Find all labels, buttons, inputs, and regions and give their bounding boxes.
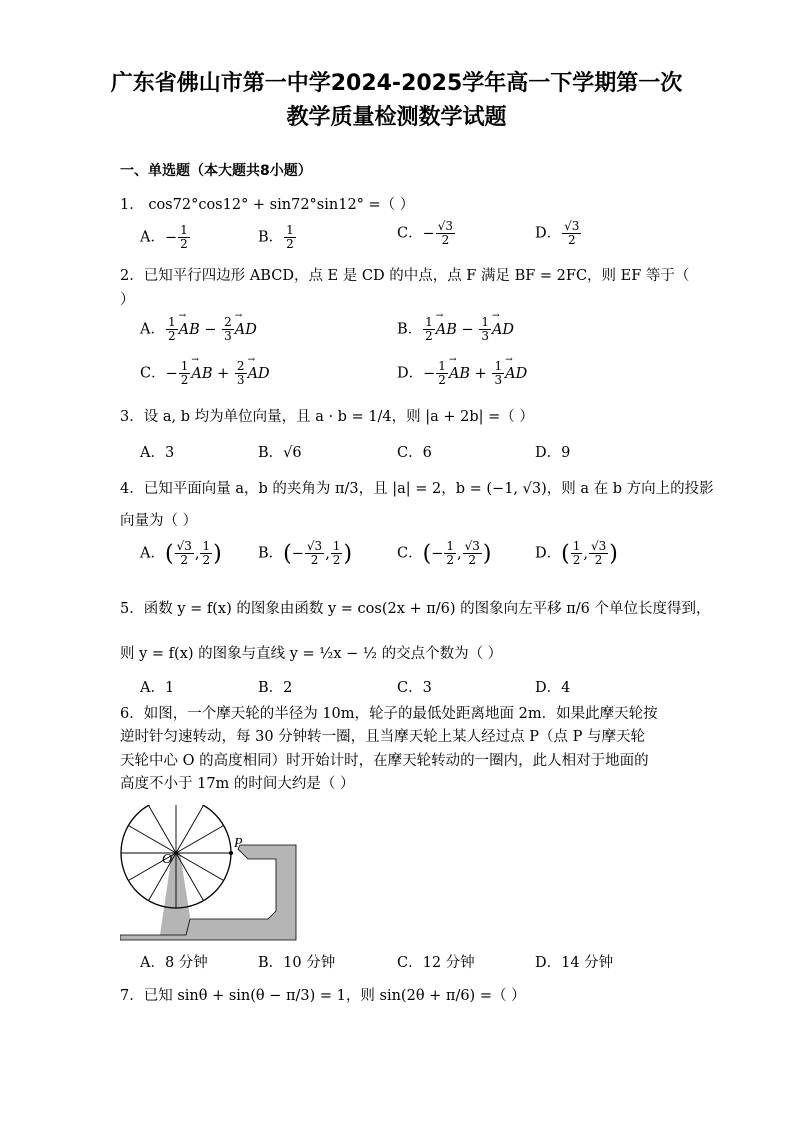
q6-option-b[interactable]: B．10 分钟	[258, 955, 336, 971]
q6-option-c[interactable]: C．12 分钟	[397, 955, 475, 971]
q5-option-c[interactable]: C．3	[397, 680, 432, 696]
q4-option-b[interactable]: B．(− $\frac{√3}{2}$ , $\frac{1}{2}$ )	[258, 539, 353, 567]
q3-option-b[interactable]: B．√6	[258, 445, 302, 461]
question-6-line-4: 高度不小于 17m 的时间大约是（ ）	[120, 776, 355, 792]
title-line-2: 教学质量检测数学试题	[286, 105, 507, 130]
q2-option-c[interactable]: C．− $\frac{1}{2}$ → AB + $\frac{2}{3}$ → AD	[140, 360, 270, 387]
question-4-stem-2: 向量为（ ）	[120, 513, 198, 529]
q2-option-b[interactable]: B． $\frac{1}{2}$ → AB − $\frac{1}{3}$ → AD	[397, 316, 514, 343]
q1-option-c[interactable]: C．− $\frac{√3}{2}$	[397, 219, 454, 247]
question-2-stem: 2．已知平行四边形 ABCD，点 E 是 CD 的中点，点 F 满足 BF = 2FC，则 EF 等于（	[120, 268, 690, 284]
q4-option-a[interactable]: A．( $\frac{√3}{2}$ , $\frac{1}{2}$ )	[140, 539, 222, 567]
section-heading: 一、单选题（本大题共8小题）	[120, 163, 312, 179]
question-2-stem-end: ）	[120, 292, 135, 308]
title-line-1: 广东省佛山市第一中学2024-2025学年高一下学期第一次	[110, 71, 683, 96]
ferris-wheel-figure	[120, 805, 300, 945]
q5-option-b[interactable]: B．2	[258, 680, 293, 696]
q5-option-d[interactable]: D．4	[535, 680, 571, 696]
question-3-stem: 3．设 a, b 均为单位向量，且 a · b = 1/4，则 |a + 2b| =（ ）	[120, 409, 534, 425]
q2-option-a[interactable]: A． $\frac{1}{2}$ → AB − $\frac{2}{3}$ → AD	[140, 316, 257, 343]
question-5-stem-1: 5．函数 y = f(x) 的图象由函数 y = cos(2x + π/6) 的图象向左平移 π/6 个单位长度得到，	[120, 601, 711, 617]
q1-option-d[interactable]: D． $\frac{√3}{2}$	[535, 219, 580, 247]
q6-option-a[interactable]: A．8 分钟	[140, 955, 208, 971]
q2-option-d[interactable]: D．− $\frac{1}{2}$ → AB + $\frac{1}{3}$ → AD	[397, 360, 527, 387]
label-p: P	[234, 836, 243, 851]
question-6-line-3: 天轮中心 O 的高度相同）时开始计时，在摩天轮转动的一圈内，此人相对于地面的	[120, 753, 649, 769]
q6-option-d[interactable]: D．14 分钟	[535, 955, 614, 971]
question-4-stem-1: 4．已知平面向量 a，b 的夹角为 π/3，且 |a| = 2，b = (−1, √3)，则 a 在 b 方向上的投影	[120, 481, 714, 497]
label-o: O	[162, 852, 173, 867]
q3-option-a[interactable]: A．3	[140, 445, 175, 461]
question-7-stem: 7．已知 sinθ + sin(θ − π/3) = 1，则 sin(2θ + π/6) =（ ）	[120, 988, 526, 1004]
platform	[120, 845, 296, 940]
question-6-line-2: 逆时针匀速转动，每 30 分钟转一圈，且当摩天轮上某人经过点 P（点 P 与摩天轮	[120, 729, 646, 745]
q4-option-d[interactable]: D．( $\frac{1}{2}$ , $\frac{√3}{2}$ )	[535, 539, 618, 567]
q3-option-c[interactable]: C．6	[397, 445, 432, 461]
question-6-line-1: 6．如图，一个摩天轮的半径为 10m，轮子的最低处距离地面 2m．如果此摩天轮按	[120, 706, 658, 722]
q1-option-b[interactable]: B． $\frac{1}{2}$	[258, 223, 294, 251]
q4-option-c[interactable]: C．(− $\frac{1}{2}$ , $\frac{√3}{2}$ )	[397, 539, 492, 567]
q3-option-d[interactable]: D．9	[535, 445, 571, 461]
question-5-stem-2: 则 y = f(x) 的图象与直线 y = ½x − ½ 的交点个数为（ ）	[120, 646, 503, 662]
point-p	[229, 851, 233, 855]
q1-option-a[interactable]: A．− $\frac{1}{2}$	[140, 223, 188, 251]
q5-option-a[interactable]: A．1	[140, 680, 175, 696]
question-1-stem: 1． cos72°cos12° + sin72°sin12° =（ ）	[120, 197, 415, 213]
